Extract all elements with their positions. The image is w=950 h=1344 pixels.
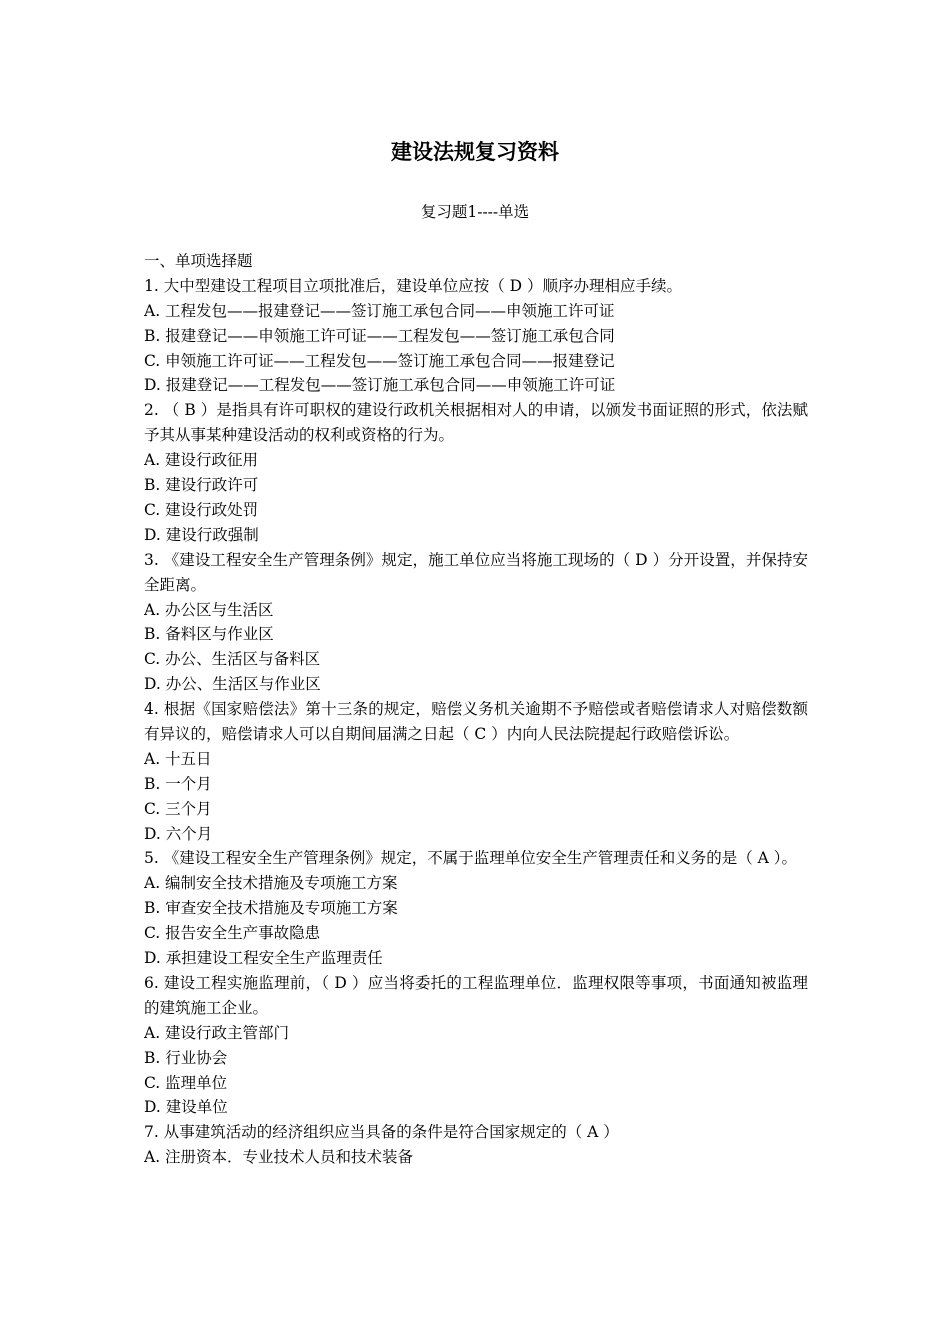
- option-b: B. 建设行政许可: [144, 476, 259, 495]
- option-c: C. 报告安全生产事故隐患: [144, 924, 321, 943]
- option-b: B. 一个月: [144, 774, 212, 793]
- option-a: A. 注册资本．专业技术人员和技术装备: [144, 1148, 414, 1167]
- option-b: B. 报建登记——申领施工许可证——工程发包——签订施工承包合同: [144, 326, 615, 345]
- option-a: A. 十五日: [144, 749, 212, 768]
- option-b: B. 行业协会: [144, 1048, 228, 1067]
- option-c: C. 三个月: [144, 799, 212, 818]
- question-stem: 5. 《建设工程安全生产管理条例》规定，不属于监理单位安全生产管理责任和义务的是（ A ）。: [144, 849, 798, 868]
- question-stem: 3. 《建设工程安全生产管理条例》规定，施工单位应当将施工现场的（ D ）分开设置，并保持安全距离。: [144, 550, 808, 594]
- question-stem: 6. 建设工程实施监理前，（ D ）应当将委托的工程监理单位．监理权限等事项，书面通知被监理的建筑施工企业。: [144, 973, 808, 1017]
- option-c: C. 监理单位: [144, 1073, 228, 1092]
- question-stem: 1. 大中型建设工程项目立项批准后，建设单位应按（ D ）顺序办理相应手续。: [144, 276, 682, 295]
- option-c: C. 申领施工许可证——工程发包——签订施工承包合同——报建登记: [144, 351, 615, 370]
- option-a: A. 办公区与生活区: [144, 600, 274, 619]
- option-d: D. 报建登记——工程发包——签订施工承包合同——申领施工许可证: [144, 376, 616, 395]
- option-b: B. 备料区与作业区: [144, 625, 274, 644]
- document-subtitle: 复习题1----单选: [420, 203, 530, 221]
- document-title: 建设法规复习资料: [391, 139, 559, 164]
- question-5: [144, 846, 808, 970]
- option-a: A. 编制安全技术措施及专项施工方案: [144, 874, 398, 893]
- question-stem: 2. （ B ）是指具有许可职权的建设行政机关根据相对人的申请，以颁发书面证照的形式，依法赋予其从事某种建设活动的权利或资格的行为。: [144, 401, 808, 445]
- option-a: A. 建设行政主管部门: [144, 1023, 290, 1042]
- option-a: A. 建设行政征用: [144, 451, 259, 470]
- option-a: A. 工程发包——报建登记——签订施工承包合同——申领施工许可证: [144, 301, 615, 320]
- option-d: D. 六个月: [144, 824, 213, 843]
- question-stem: 4. 根据《国家赔偿法》第十三条的规定，赔偿义务机关逾期不予赔偿或者赔偿请求人对赔偿数额有异议的，赔偿请求人可以自期间届满之日起（ C ）内向人民法院提起行政赔偿诉讼。: [144, 700, 808, 743]
- option-c: C. 办公、生活区与备料区: [144, 650, 321, 669]
- question-stem: 7. 从事建筑活动的经济组织应当具备的条件是符合国家规定的（ A ）: [144, 1123, 619, 1142]
- question-3: [144, 548, 808, 697]
- question-2: [144, 398, 808, 547]
- option-d: D. 办公、生活区与作业区: [144, 675, 321, 694]
- question-7: [144, 1120, 808, 1170]
- option-d: D. 承担建设工程安全生产监理责任: [144, 949, 383, 968]
- question-4: [144, 697, 808, 846]
- option-d: D. 建设行政强制: [144, 525, 259, 544]
- document-body: [144, 249, 808, 1170]
- option-b: B. 审查安全技术措施及专项施工方案: [144, 899, 398, 918]
- option-c: C. 建设行政处罚: [144, 500, 259, 519]
- section-heading: 一、单项选择题: [144, 252, 253, 270]
- option-d: D. 建设单位: [144, 1098, 228, 1117]
- question-1: [144, 274, 808, 398]
- question-6: [144, 971, 808, 1120]
